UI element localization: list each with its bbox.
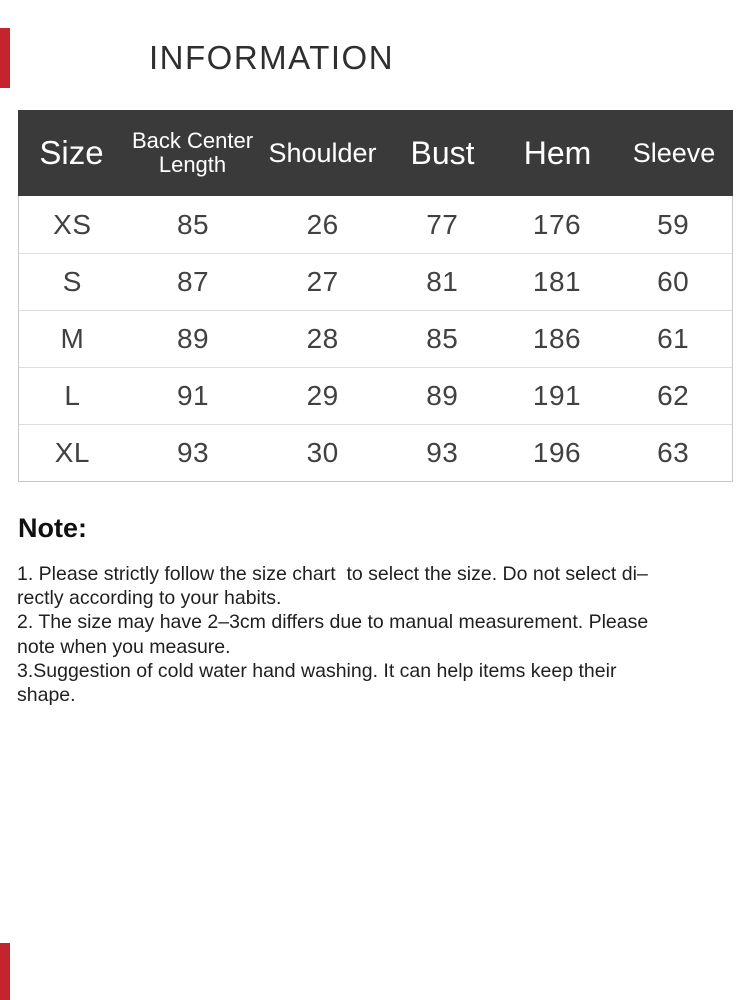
hem-value: 186 bbox=[532, 323, 582, 354]
bust-value: 81 bbox=[426, 266, 459, 297]
size-label: M bbox=[60, 323, 85, 354]
back-center-length-value: 93 bbox=[176, 437, 210, 468]
note-heading: Note: bbox=[18, 513, 87, 543]
table-row-m bbox=[19, 310, 732, 367]
size-label: XL bbox=[54, 437, 90, 468]
back-center-length-value: 89 bbox=[176, 323, 210, 354]
shoulder-value: 30 bbox=[306, 437, 339, 468]
size-label: S bbox=[62, 266, 82, 297]
column-header-bust: Bust bbox=[410, 134, 475, 171]
sleeve-value: 62 bbox=[657, 380, 690, 411]
sleeve-value: 60 bbox=[657, 266, 690, 297]
note-line-4: note when you measure. bbox=[17, 635, 231, 658]
back-center-length-value: 91 bbox=[176, 380, 210, 411]
column-header-back-center-length bbox=[125, 110, 260, 196]
size-label: XS bbox=[53, 208, 92, 240]
red-accent-bar-bottom bbox=[0, 943, 10, 1000]
table-row-s bbox=[19, 253, 732, 310]
shoulder-value: 27 bbox=[306, 266, 339, 297]
bust-value: 77 bbox=[426, 208, 459, 240]
shoulder-value: 28 bbox=[306, 323, 339, 354]
table-row-l bbox=[19, 367, 732, 424]
hem-value: 191 bbox=[532, 380, 582, 411]
size-label: L bbox=[64, 380, 81, 411]
back-center-length-value: 85 bbox=[176, 208, 210, 240]
sleeve-value: 59 bbox=[657, 208, 690, 240]
note-line-1: 1. Please strictly follow the size chart to select the size. Do not select di– bbox=[17, 563, 648, 585]
back-center-length-value: 87 bbox=[176, 266, 210, 297]
sleeve-value: 61 bbox=[657, 323, 690, 354]
column-header-hem: Hem bbox=[523, 134, 592, 171]
note-line-5: 3.Suggestion of cold water hand washing. It can help items keep their bbox=[17, 659, 617, 682]
note-line-6: shape. bbox=[17, 684, 76, 707]
note-line-3: 2. The size may have 2–3cm differs due to manual measurement. Please bbox=[17, 611, 649, 634]
bust-value: 93 bbox=[426, 437, 459, 468]
column-header-size: Size bbox=[39, 134, 104, 171]
shoulder-value: 29 bbox=[306, 380, 339, 411]
size-chart-body bbox=[18, 196, 733, 482]
size-chart bbox=[18, 110, 733, 482]
bust-value: 89 bbox=[426, 380, 459, 411]
shoulder-value: 26 bbox=[306, 208, 339, 240]
column-header-shoulder: Shoulder bbox=[268, 137, 377, 168]
table-row-xl bbox=[19, 424, 732, 481]
page-title: INFORMATION bbox=[149, 39, 395, 76]
sleeve-value: 63 bbox=[657, 437, 690, 468]
hem-value: 176 bbox=[532, 208, 582, 240]
size-chart-header bbox=[18, 110, 733, 196]
hem-value: 196 bbox=[532, 437, 582, 468]
red-accent-bar-top bbox=[0, 28, 10, 88]
note-text bbox=[17, 562, 648, 707]
column-header-back-center-length-label: Back Center Length bbox=[131, 128, 254, 177]
table-row-xs bbox=[19, 196, 732, 253]
bust-value: 85 bbox=[426, 323, 459, 354]
note-line-2: rectly according to your habits. bbox=[17, 587, 282, 610]
column-header-sleeve: Sleeve bbox=[632, 137, 716, 168]
hem-value: 181 bbox=[532, 266, 582, 297]
